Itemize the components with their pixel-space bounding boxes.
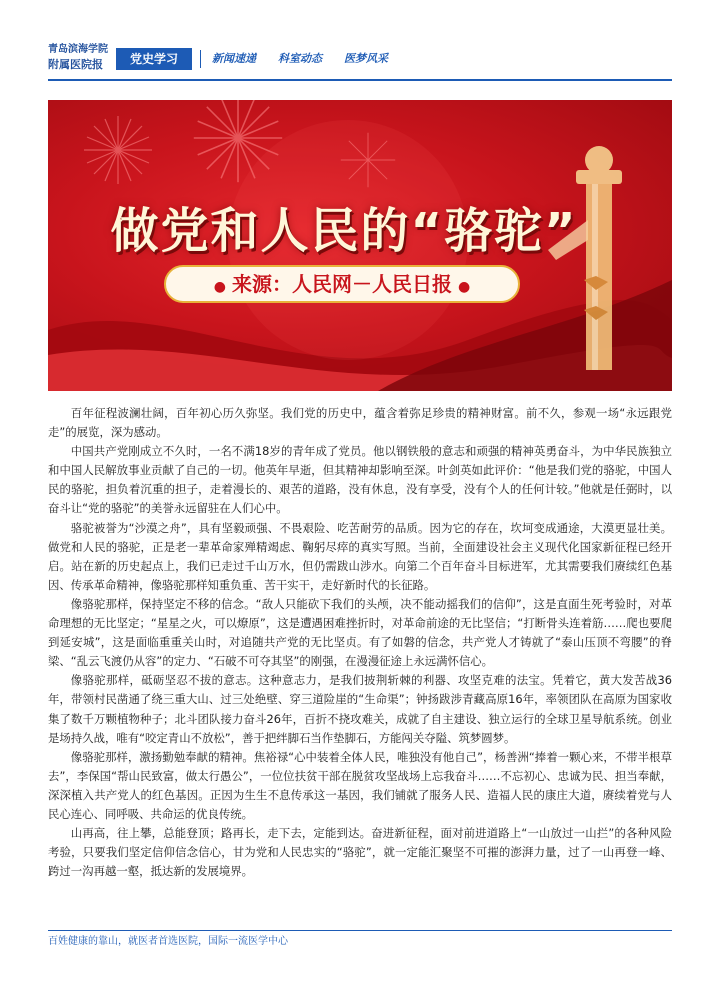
bullet-icon: ● <box>458 279 471 295</box>
section-tab-party-history[interactable]: 党史学习 <box>116 48 192 70</box>
article-paragraph: 山再高，往上攀，总能登顶；路再长，走下去，定能到达。奋进新征程，面对前进道路上“一山放过一山拦”的各种风险考验，只要我们坚定信仰信念信心，甘为党和人民忠实的“骆驼”，就一定能汇聚坚不可摧的澎湃力量，过了一山再登一峰、跨过一沟再越一壑，抵达新的发展境界。 <box>48 826 672 879</box>
article-paragraph: 像骆驼那样，激扬勤勉奉献的精神。焦裕禄“心中装着全体人民，唯独没有他自己”，杨善洲“捧着一颗心来，不带半根草去”，李保国“帮山民致富，做太行愚公”，一位位扶贫干部在脱贫攻坚战场上忘我奋斗……不忘初心、忠诚为民、担当奉献，深深植入共产党人的红色基因。正因为生生不息传承这一基因，我们铺就了服务人民、造福人民的康庄大道，赓续着党与人民心连心、同呼吸、共命运的优良传统。 <box>48 749 672 821</box>
logo-line-1: 青岛滨海学院 <box>48 44 108 55</box>
nav-item-medical-dream[interactable]: 医梦风采 <box>344 52 388 65</box>
hospital-logo[interactable] <box>48 42 112 76</box>
section-nav <box>212 48 388 70</box>
article-paragraph: 中国共产党刚成立不久时，一名不满18岁的青年成了党员。他以钢铁般的意志和顽强的精神英勇奋斗，为中华民族独立和中国人民解放事业贡献了自己的一切。他英年早逝，但其精神却影响至深。叶剑英如此评价：“他是我们党的骆驼，中国人民的骆驼，担负着沉重的担子，走着漫长的、艰苦的道路，没有休息，没有享受，没有个人的任何计较。”他就是任弼时，以奋斗让“党的骆驼”的美誉永远留驻在人们心中。 <box>48 444 672 516</box>
article-paragraph: 像骆驼那样，保持坚定不移的信念。“敌人只能砍下我们的头颅，决不能动摇我们的信仰”，这是直面生死考验时，对革命理想的无比坚定；“星星之火，可以燎原”，这是遭遇困难挫折时，对革命前途的无比坚信；“打断骨头连着筋……爬也要爬到延安城”，这是面临重重关山时，对追随共产党的无比坚贞。有了如磐的信念，共产党人才铸就了“泰山压顶不弯腰”的脊梁、“乱云飞渡仍从容”的定力、“石破不可夺其坚”的刚强，在漫漫征途上永远满怀信心。 <box>48 596 672 669</box>
article-paragraph: 像骆驼那样，砥砺坚忍不拔的意志。这种意志力，是我们披荆斩棘的利器、攻坚克难的法宝。凭着它，黄大发苦战36年，带领村民凿通了绕三重大山、过三处绝壁、穿三道险崖的“生命渠”；钟扬跋涉青藏高原16年，率领团队在高原为国家收集了数千万颗植物种子；北斗团队接力奋斗26年，百折不挠攻难关，成就了自主建设、独立运行的全球卫星导航系统。创业是场持久战，唯有“咬定青山不放松”，善于把绊脚石当作垫脚石，方能闯关夺隘、筑梦圆梦。 <box>48 673 672 745</box>
footer-rule <box>48 930 672 931</box>
article-paragraph: 百年征程波澜壮阔，百年初心历久弥坚。我们党的历史中，蕴含着弥足珍贵的精神财富。前不久，参观一场“永远跟党走”的展览，深为感动。 <box>48 406 672 440</box>
banner-source-pill <box>164 265 520 303</box>
nav-item-departments[interactable]: 科室动态 <box>278 52 322 65</box>
nav-divider <box>200 50 201 68</box>
bullet-icon: ● <box>213 279 226 295</box>
nav-item-news[interactable]: 新闻速递 <box>212 52 256 65</box>
article-paragraph: 骆驼被誉为“沙漠之舟”，具有坚毅顽强、不畏艰险、吃苦耐劳的品质。因为它的存在，坎坷变成通途，大漠更显壮美。做党和人民的骆驼，正是老一辈革命家殚精竭虑、鞠躬尽瘁的真实写照。当前，全面建设社会主义现代化国家新征程已经开启。站在新的历史起点上，我们已走过千山万水，但仍需跋山涉水。向第二个百年奋斗目标进军，尤其需要我们赓续红色基因、传承革命精神，像骆驼那样知重负重、苦干实干，走好新时代的长征路。 <box>48 520 672 592</box>
banner-source-text: 来源：人民网－人民日报 <box>232 272 452 296</box>
hero-banner <box>48 100 672 391</box>
footer-slogan: 百姓健康的靠山，就医者首选医院，国际一流医学中心 <box>48 936 288 947</box>
banner-title: 做党和人民的“骆驼” <box>110 203 578 259</box>
article-body <box>48 404 672 881</box>
masthead <box>0 40 720 78</box>
logo-line-2: 附属医院报 <box>48 58 103 71</box>
header-rule <box>48 79 672 81</box>
